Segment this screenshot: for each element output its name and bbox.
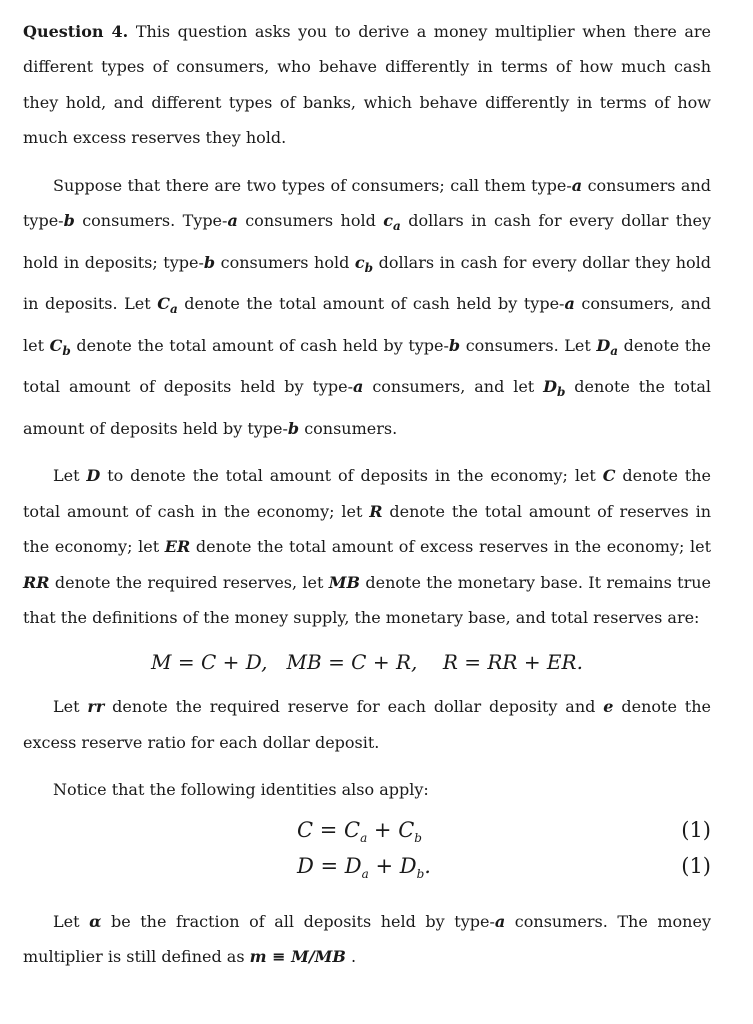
document-page <box>23 14 711 974</box>
identity-cash: $C = C_a + C_b$ (1) <box>297 817 711 845</box>
equation-number: (1) <box>681 817 711 842</box>
question-intro: This question asks you to derive a money multiplier when there are different types of consumers, who behave differently in terms of how much cash they hold, and different types of banks, which behave differently in terms of how much excess reserves they hold. <box>23 22 712 148</box>
equation-number: (1) <box>681 853 711 878</box>
ratios-paragraph: Let rr denote the required reserve for each dollar deposity and e denote the excess reserve ratio for each dollar deposit. <box>23 697 712 752</box>
identities-intro: Notice that the following identities also apply: <box>53 780 429 800</box>
question-label: Question 4. <box>23 22 129 41</box>
multiplier-definition: m ≡ M/MB <box>249 947 346 967</box>
consumer-types-paragraph: Suppose that there are two types of consumers; call them type-a consumers and type-b consumers. Type-a consumers hold $c_a$ dollars in cash for every dollar they hold in deposits; type-b consumers hold $c_b$ dollars in cash for every dollar they hold in deposits. Let $C_a$ denote the total amount of cash held by type-a consumers, and let $C_b$ denote the total amount of cash held by type-b consumers. Let $D_a$ denote the total amount of deposits held by type-a consumers, and let $D_b$ denote the total amount of deposits held by type-b consumers. <box>23 175 712 438</box>
multiplier-paragraph: Let α be the fraction of all deposits held by type-a consumers. The money multiplier is still defined as m ≡ M/MB . <box>23 911 711 967</box>
identities-block <box>23 818 711 892</box>
equation-total-reserves: R = RR + ER. <box>442 650 583 675</box>
money-supply-equations <box>23 647 711 677</box>
question-paragraph <box>23 14 711 156</box>
definitions-paragraph: Let D to denote the total amount of deposits in the economy; let C denote the total amount of cash in the economy; let R denote the total amount of reserves in the economy; let ER denote the total amount of excess reserves in the economy; let RR denote the required reserves, let MB denote the monetary base. It remains true that the definitions of the money supply, the monetary base, and total reserves are: <box>23 466 712 628</box>
identity-deposits: $D = D_a + D_b$. (1) <box>297 853 711 881</box>
equation-monetary-base: MB = C + R, <box>286 650 418 675</box>
equation-money-supply: M = C + D, <box>151 650 268 675</box>
